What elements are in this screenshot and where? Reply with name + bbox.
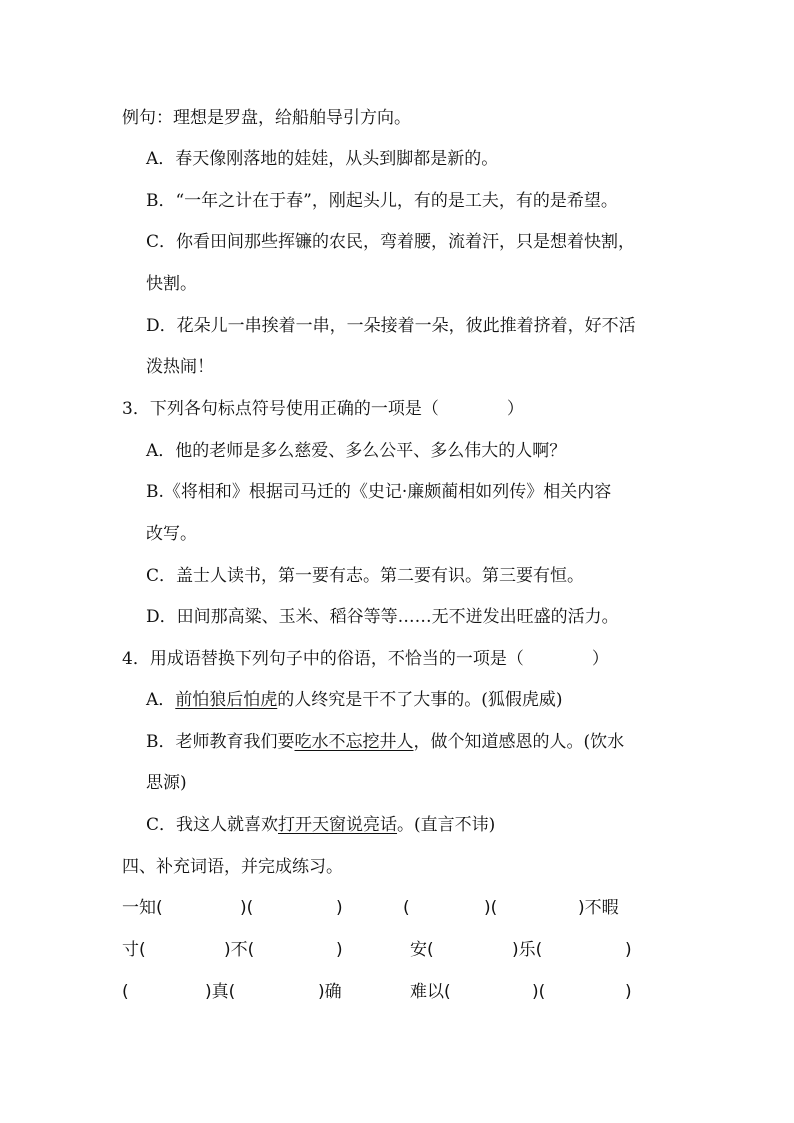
q3-option-b: B.《将相和》根据司马迁的《史记·廉颇蔺相如列传》相关内容 bbox=[146, 482, 612, 502]
fill-r2-d: 安( bbox=[410, 940, 434, 960]
q3-option-d: D．田间那高粱、玉米、稻谷等等……无不迸发出旺盛的活力。 bbox=[146, 607, 619, 627]
q4-option-a: A．前怕狼后怕虎的人终究是干不了大事的。(狐假虎威) bbox=[146, 690, 563, 710]
fill-r2-b: )不( bbox=[224, 940, 255, 960]
q4-option-c: C．我这人就喜欢打开天窗说亮话。(直言不讳) bbox=[146, 815, 496, 835]
fill-r3-a: ( bbox=[122, 982, 129, 1002]
example-sentence: 例句：理想是罗盘，给船舶导引方向。 bbox=[122, 108, 411, 128]
fill-r2-f: ) bbox=[625, 940, 632, 960]
fill-r1-e: )( bbox=[484, 898, 498, 918]
q4-option-b: B．老师教育我们要吃水不忘挖井人，做个知道感恩的人。(饮水 bbox=[146, 732, 625, 752]
fill-r1-a: 一知( bbox=[122, 898, 163, 918]
underlined-phrase: 打开天窗说亮话 bbox=[278, 815, 398, 835]
question-4: 4．用成语替换下列句子中的俗语，不恰当的一项是（ ） bbox=[122, 649, 609, 669]
option-d: D．花朵儿一串挨着一串，一朵接着一朵，彼此推着挤着，好不活 bbox=[146, 316, 636, 336]
section-4-title: 四、补充词语，并完成练习。 bbox=[122, 857, 343, 877]
fill-r3-c: )确 bbox=[318, 982, 342, 1002]
fill-r3-d: 难以( bbox=[410, 982, 451, 1002]
q3-option-c: C．盖士人读书，第一要有志。第二要有识。第三要有恒。 bbox=[146, 566, 585, 586]
underlined-phrase: 吃水不忘挖井人 bbox=[294, 732, 414, 752]
option-d-cont: 泼热闹！ bbox=[146, 357, 214, 377]
option-b: B．“一年之计在于春”，刚起头儿，有的是工夫，有的是希望。 bbox=[146, 191, 618, 211]
fill-r3-b: )真( bbox=[205, 982, 236, 1002]
option-c: C．你看田间那些挥镰的农民，弯着腰，流着汗，只是想着快割， bbox=[146, 232, 636, 252]
fill-r2-a: 寸( bbox=[122, 940, 146, 960]
option-c-cont: 快割。 bbox=[146, 274, 197, 294]
fill-r2-e: )乐( bbox=[512, 940, 543, 960]
underlined-phrase: 前怕狼后怕虎 bbox=[175, 690, 278, 710]
fill-r1-f: )不暇 bbox=[578, 898, 619, 918]
q3-option-a: A．他的老师是多么慈爱、多么公平、多么伟大的人啊？ bbox=[146, 441, 567, 461]
fill-r1-d: ( bbox=[403, 898, 410, 918]
fill-r1-b: )( bbox=[240, 898, 254, 918]
fill-r1-c: ) bbox=[336, 898, 343, 918]
question-3: 3．下列各句标点符号使用正确的一项是（ ） bbox=[122, 399, 524, 419]
fill-r3-f: ) bbox=[625, 982, 632, 1002]
option-a: A．春天像刚落地的娃娃，从头到脚都是新的。 bbox=[146, 149, 499, 169]
q3-option-b-cont: 改写。 bbox=[146, 524, 197, 544]
q4-option-b-cont: 思源) bbox=[146, 773, 187, 793]
fill-r3-e: )( bbox=[532, 982, 546, 1002]
fill-r2-c: ) bbox=[336, 940, 343, 960]
